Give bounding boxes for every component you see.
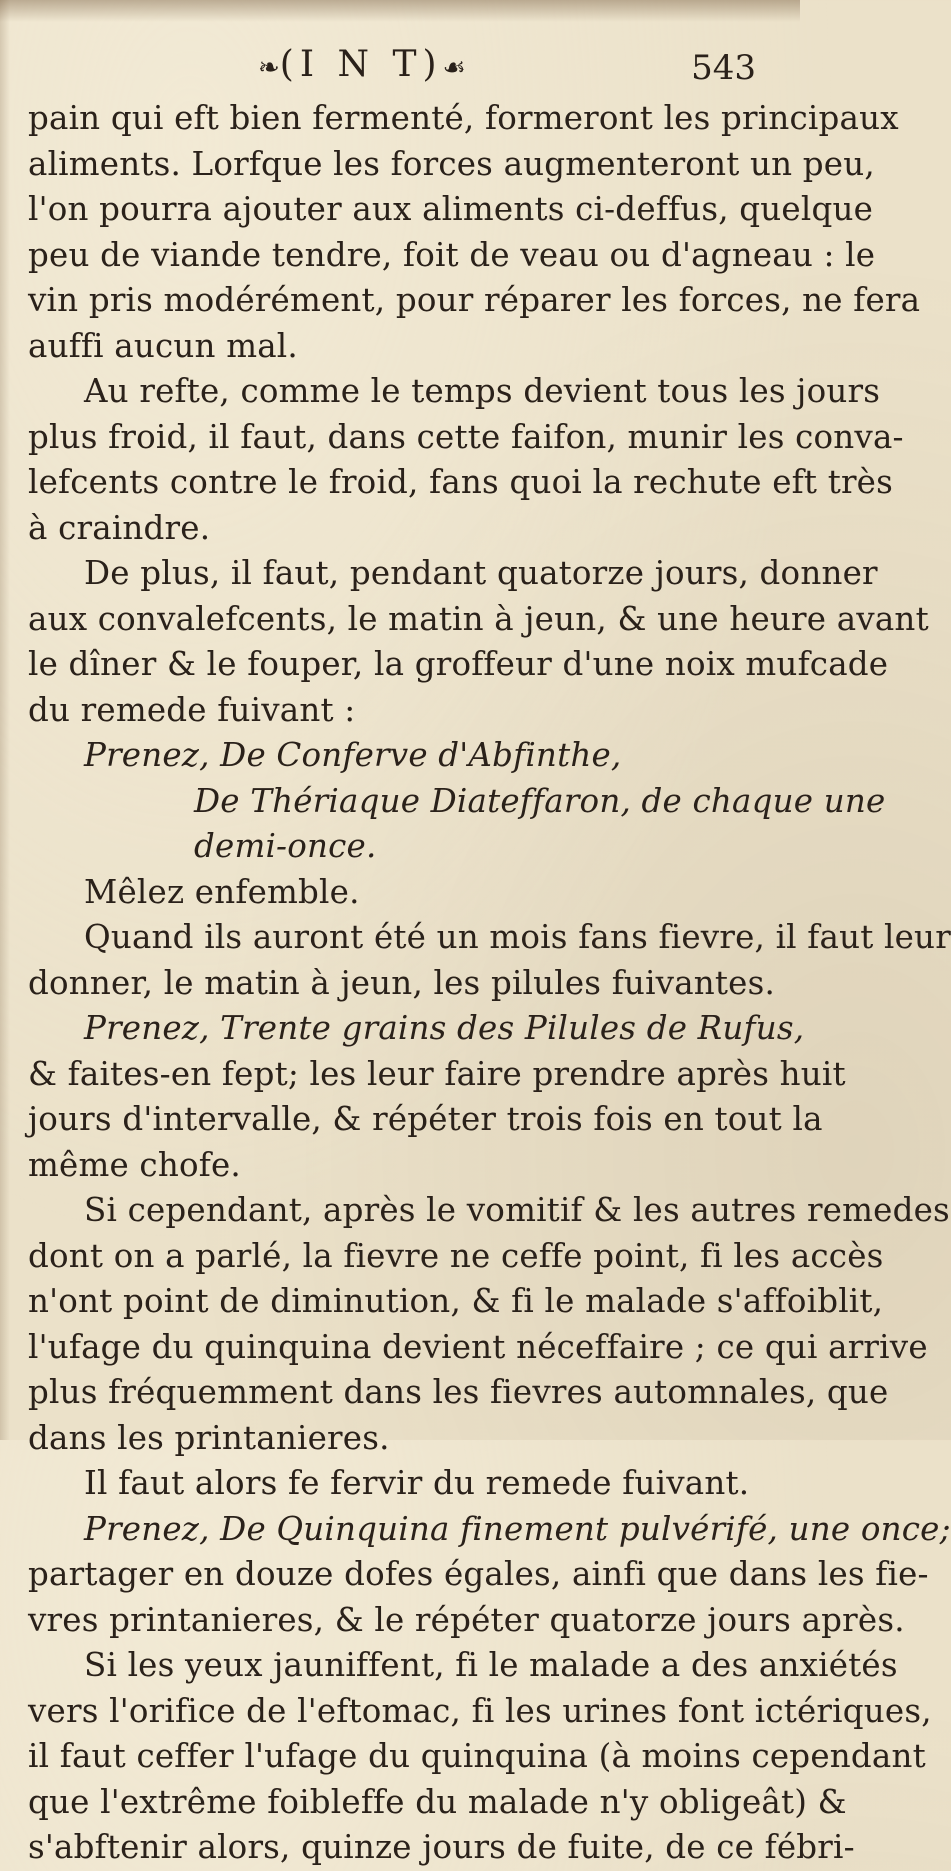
recipe-line: Prenez, De Quinquina finement pulvérifé, une once;: [84, 1509, 951, 1548]
paragraph-start: Si les yeux jauniffent, fi le malade a des anxiétés: [84, 1646, 898, 1684]
text-line: l'ufage du quinquina devient néceffaire ; ce qui arrive: [28, 1327, 928, 1366]
paragraph-start: Si cependant, après le vomitif & les autres remedes: [84, 1191, 950, 1229]
text-line: dans les printanieres.: [28, 1418, 390, 1457]
text-line: vres printanieres, & le répéter quatorze jours après.: [28, 1600, 905, 1639]
text-line: plus fréquemment dans les fievres automnales, que: [28, 1373, 889, 1411]
paragraph-start: Mêlez enfemble.: [84, 872, 360, 911]
text-line: dont on a parlé, la fievre ne ceffe point, fi les accès: [28, 1236, 884, 1275]
paragraph-start: Au refte, comme le temps devient tous les jours: [84, 372, 881, 410]
text-line: s'abftenir alors, quinze jours de fuite, de ce fébri-: [28, 1828, 855, 1866]
text-line: auffi aucun mal.: [28, 326, 298, 365]
running-title-text: (I N T): [279, 44, 443, 85]
recipe-line: De Thériaque Diateffaron, de chaque une: [194, 781, 886, 820]
text-line: lefcents contre le froid, fans quoi la rechute eft très: [28, 463, 893, 501]
text-line: aliments. Lorfque les forces augmenteront un peu,: [28, 144, 875, 183]
text-line: donner, le matin à jeun, les pilules fuivantes.: [28, 963, 776, 1002]
text-line: le dîner & le fouper, la groffeur d'une noix mufcade: [28, 645, 889, 683]
ornament-left-icon: ❧: [258, 53, 280, 83]
text-line: il faut ceffer l'ufage du quinquina (à moins cependant: [28, 1737, 926, 1775]
paragraph-start: Il faut alors fe fervir du remede fuivant.: [84, 1464, 750, 1502]
text-line: n'ont point de diminution, & fi le malade s'affoiblit,: [28, 1282, 884, 1320]
text-line: aux convalefcents, le matin à jeun, & une heure avant: [28, 599, 929, 638]
page-gutter-shadow: [0, 0, 10, 1440]
text-line: vin pris modérément, pour réparer les forces, ne fera: [28, 281, 921, 319]
recipe-line: Prenez, De Conferve d'Abfinthe,: [84, 736, 622, 774]
page-top-shadow: [0, 0, 800, 22]
text-line: l'on pourra ajouter aux aliments ci-deffus, quelque: [28, 190, 874, 228]
text-line: même chofe.: [28, 1145, 241, 1184]
text-line: plus froid, il faut, dans cette faifon, munir les conva-: [28, 417, 904, 456]
text-line: que l'extrême foibleffe du malade n'y obligeât) &: [28, 1782, 847, 1821]
text-line: & faites-en fept; les leur faire prendre après huit: [28, 1054, 846, 1093]
text-line: jours d'intervalle, & répéter trois fois en tout la: [28, 1100, 823, 1138]
ornament-right-icon: ☙: [442, 53, 466, 83]
page-number: 543: [691, 48, 756, 88]
recipe-line: demi-once.: [194, 827, 377, 865]
text-line: du remede fuivant :: [28, 690, 356, 729]
recipe-line: Prenez, Trente grains des Pilules de Rufus,: [84, 1009, 805, 1047]
running-title: [258, 44, 466, 85]
text-line: vers l'orifice de l'eftomac, fi les urines font ictériques,: [28, 1691, 932, 1730]
running-head: [28, 38, 762, 96]
paragraph-start: Quand ils auront été un mois fans fievre, il faut leur: [84, 918, 951, 956]
body-text: [28, 96, 951, 1871]
text-line: à craindre.: [28, 508, 211, 547]
text-line: partager en douze dofes égales, ainfi que dans les fie-: [28, 1555, 929, 1593]
text-line: peu de viande tendre, foit de veau ou d'agneau : le: [28, 235, 876, 274]
text-line: pain qui eft bien fermenté, formeront les principaux: [28, 99, 899, 137]
paragraph-start: De plus, il faut, pendant quatorze jours, donner: [84, 554, 878, 592]
